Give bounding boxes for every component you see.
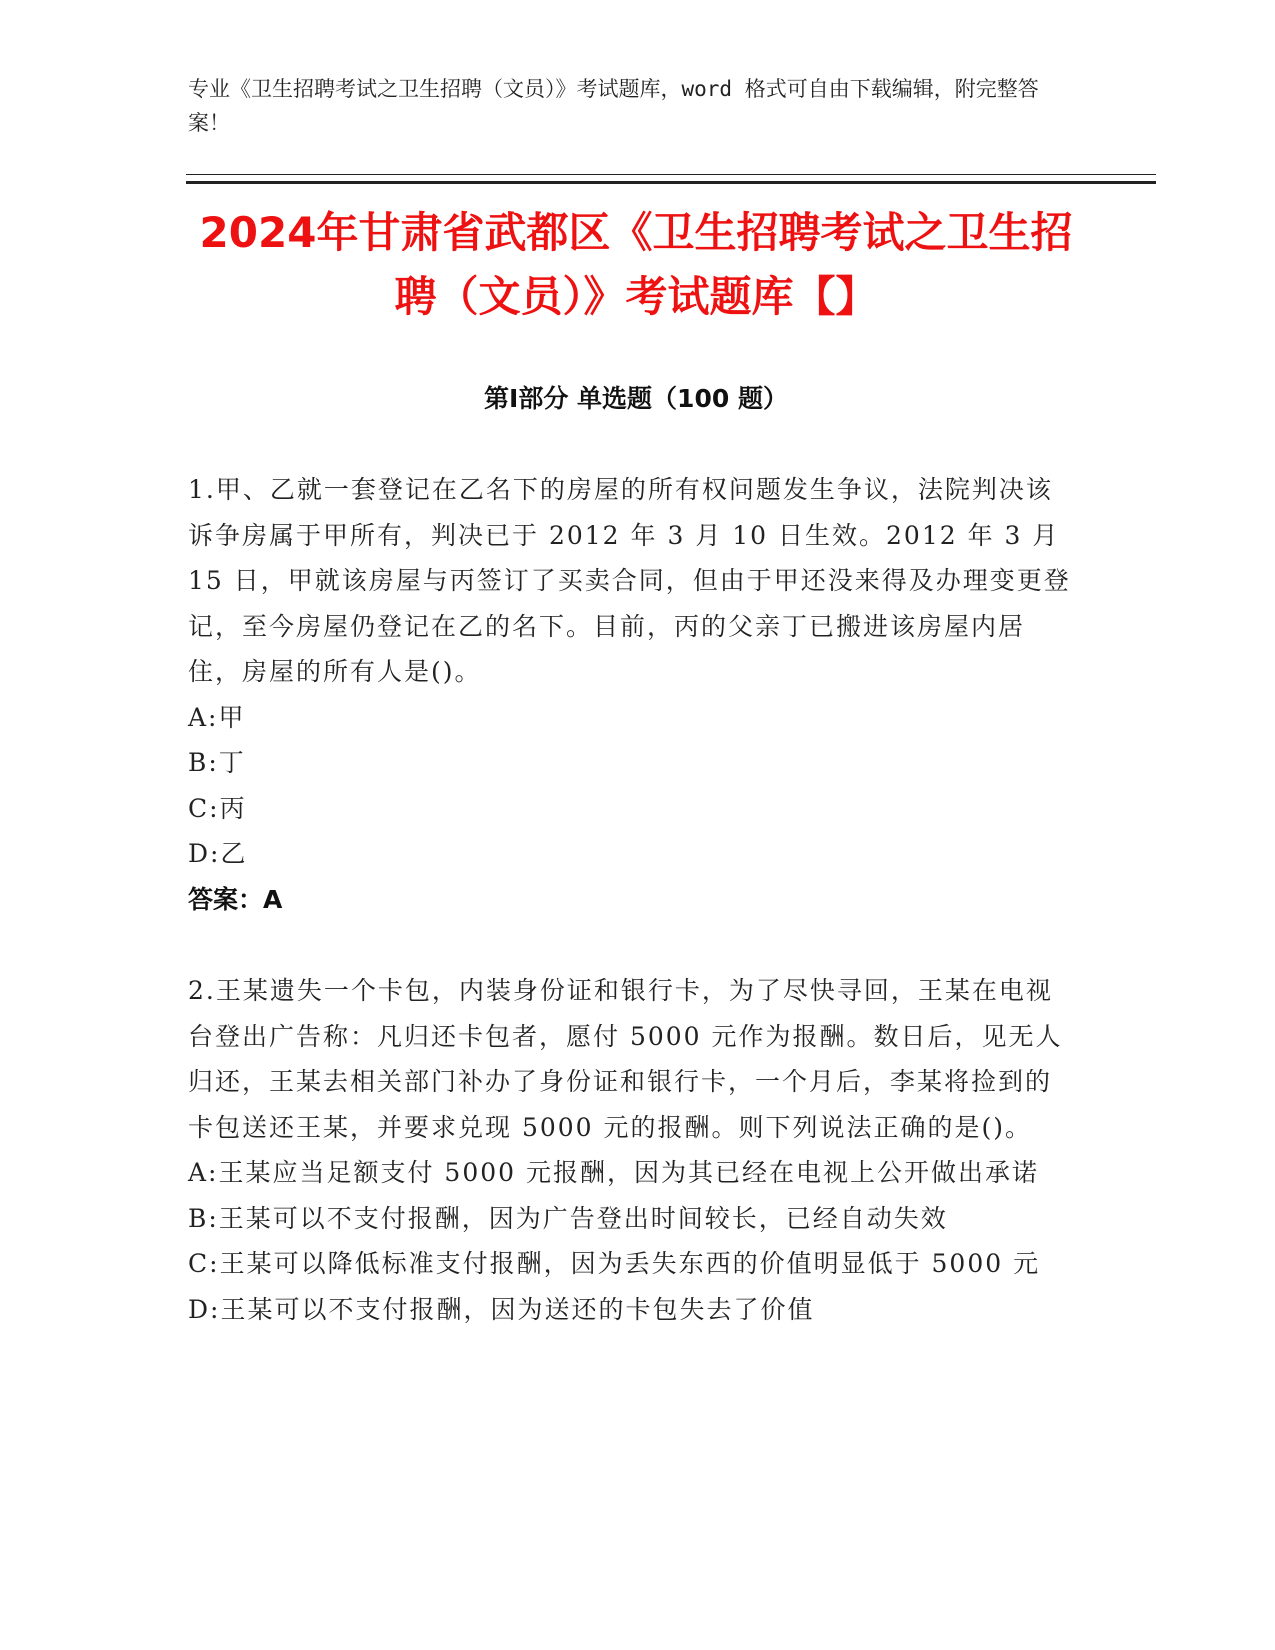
header-divider-thin	[186, 174, 1156, 175]
option-text: 乙	[220, 839, 248, 868]
question-list	[188, 467, 1078, 1378]
option-a	[188, 1150, 1078, 1196]
option-key: A:	[188, 702, 219, 732]
question-text: 2.王某遗失一个卡包，内装身份证和银行卡，为了尽快寻回，王某在电视台登出广告称：凡归还卡包者，愿付 5000 元作为报酬。数日后，见无人归还，王某去相关部门补办了身份证和银行卡，一个月后，李某将捡到的卡包送还王某，并要求兑现 5000 元的报酬。则下列说法正确的是()。	[188, 976, 1063, 1142]
question-2	[188, 968, 1078, 1332]
option-b	[188, 1196, 1078, 1242]
option-text: 甲	[218, 702, 246, 732]
option-key: C:	[188, 1249, 220, 1278]
answer-line: 答案：A	[188, 884, 283, 914]
header-divider-thick	[186, 181, 1156, 184]
option-a	[188, 695, 1078, 741]
option-text: 王某可以不支付报酬，因为广告登出时间较长，已经自动失效	[218, 1203, 948, 1233]
option-text: 丁	[218, 748, 246, 777]
option-key: D:	[188, 839, 221, 868]
option-text: 王某可以不支付报酬，因为送还的卡包失去了价值	[220, 1294, 815, 1324]
section-title: 第Ⅰ部分 单选题（100 题）	[484, 384, 788, 413]
option-text: 王某可以降低标准支付报酬，因为丢失东西的价值明显低于 5000 元	[219, 1249, 1041, 1278]
question-text: 1.甲、乙就一套登记在乙名下的房屋的所有权问题发生争议，法院判决该诉争房属于甲所有，判决已于 2012 年 3 月 10 日生效。2012 年 3 月 15 日，甲就该房屋与丙签订了买卖合同，但由于甲还没来得及办理变更登记，至今房屋仍登记在乙的名下。目前，丙的父亲丁已搬进该房屋内居住，房屋的所有人是()。	[188, 475, 1071, 686]
option-d	[188, 1287, 1078, 1333]
option-c	[188, 1241, 1078, 1287]
option-key: C:	[188, 793, 220, 823]
option-d	[188, 831, 1078, 877]
option-key: B:	[188, 748, 219, 777]
option-text: 丙	[219, 793, 247, 823]
option-b	[188, 740, 1078, 786]
option-c	[188, 786, 1078, 832]
option-key: A:	[188, 1158, 219, 1187]
document-title: 2024年甘肃省武都区《卫生招聘考试之卫生招聘（文员）》考试题库【】	[199, 208, 1073, 321]
header-note: 专业《卫生招聘考试之卫生招聘（文员）》考试题库，word 格式可自由下载编辑，附完整答案！	[188, 77, 1039, 135]
option-key: B:	[188, 1203, 219, 1233]
option-text: 王某应当足额支付 5000 元报酬，因为其已经在电视上公开做出承诺	[218, 1158, 1040, 1187]
question-1	[188, 467, 1078, 922]
option-key: D:	[188, 1294, 221, 1324]
